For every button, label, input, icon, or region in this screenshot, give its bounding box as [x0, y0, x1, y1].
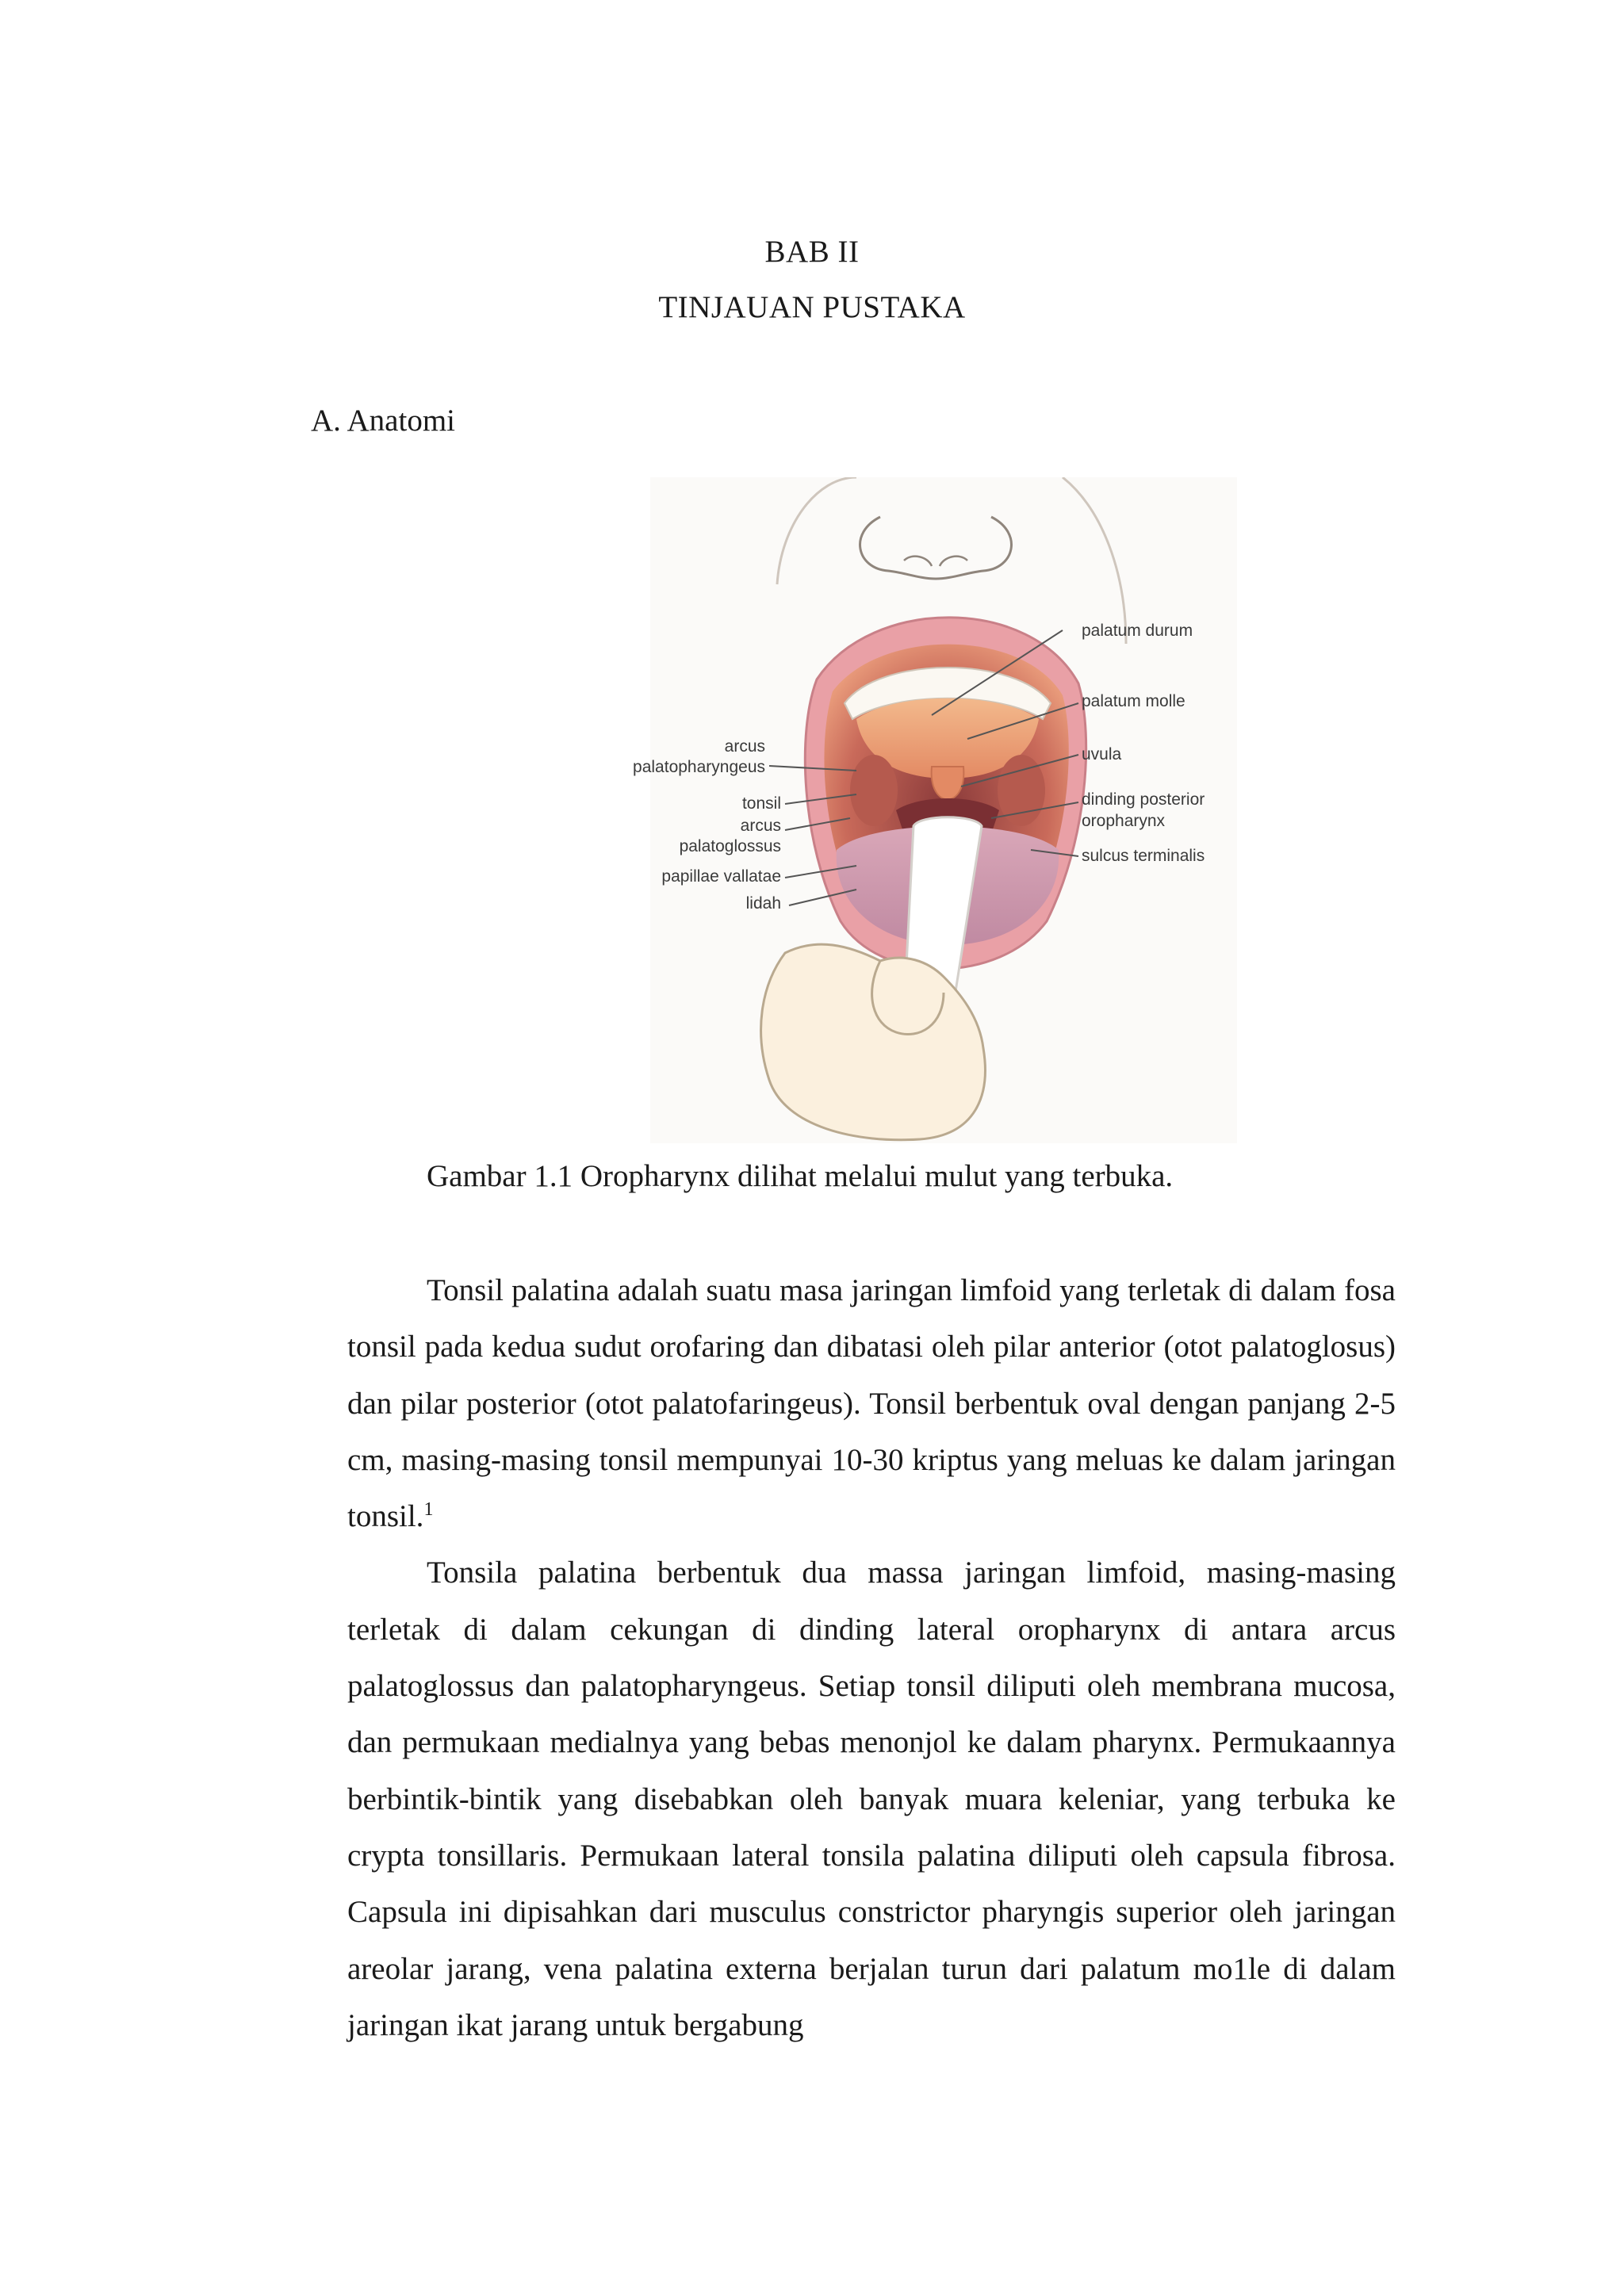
- label-palatum-molle: palatum molle: [1082, 692, 1185, 710]
- paragraph-2: [347, 1544, 1396, 2053]
- paragraph-1: [347, 1262, 1396, 1544]
- paragraph-1-text: Tonsil palatina adalah suatu masa jaringan limfoid yang terletak di dalam fosa tonsil pada kedua sudut orofaring dan dibatasi oleh pilar anterior (otot palatoglosus) dan pilar posterior (otot palatofaringeus). Tonsil berbentuk oval dengan panjang 2-5 cm, masing-masing tonsil mempunyai 10-30 kriptus yang meluas ke dalam jaringan tonsil.: [347, 1273, 1396, 1534]
- label-uvula: uvula: [1082, 745, 1122, 763]
- label-papillae-vallatae: papillae vallatae: [661, 867, 781, 886]
- oropharynx-illustration: [619, 477, 1237, 1143]
- chapter-title: TINJAUAN PUSTAKA: [658, 290, 966, 324]
- label-dinding-posterior: dinding posterior: [1082, 790, 1205, 809]
- paragraph-2-text: Tonsila palatina berbentuk dua massa jaringan limfoid, masing-masing terletak di dalam cekungan di dinding lateral oropharynx di antara arcus palatoglossus dan palatopharyngeus. Setiap tonsil diliputi oleh membrana mucosa, dan permukaan medialnya yang bebas menonjol ke dalam pharynx. Permukaannya berbintik-bintik yang disebabkan oleh banyak muara keleniar, yang terbuka ke crypta tonsillaris. Permukaan lateral tonsila palatina diliputi oleh capsula fibrosa. Capsula ini dipisahkan dari musculus constrictor pharyngis superior oleh jaringan areolar jarang, vena palatina externa berjalan turun dari palatum mo1le di dalam jaringan ikat jarang untuk bergabung: [347, 1556, 1396, 2042]
- label-oropharynx: oropharynx: [1082, 812, 1166, 830]
- label-palatum-durum: palatum durum: [1082, 622, 1193, 640]
- section-heading: A. Anatomi: [311, 404, 455, 438]
- figure-caption: Gambar 1.1 Oropharynx dilihat melalui mulut yang terbuka.: [427, 1159, 1174, 1193]
- label-lidah: lidah: [745, 894, 781, 913]
- footnote-ref: 1: [423, 1499, 434, 1521]
- chapter-number: BAB II: [764, 235, 860, 269]
- label-arcus-palatoglossus-2: palatoglossus: [679, 837, 781, 855]
- label-arcus-palatopharyngeus-2: palatopharyngeus: [633, 758, 765, 776]
- left-tonsil: [850, 755, 898, 826]
- body-text: [347, 1262, 1396, 2053]
- label-tonsil: tonsil: [741, 794, 781, 813]
- label-arcus-palatoglossus-1: arcus: [740, 817, 781, 835]
- label-arcus-palatopharyngeus-1: arcus: [724, 737, 765, 756]
- label-sulcus-terminalis: sulcus terminalis: [1082, 847, 1205, 865]
